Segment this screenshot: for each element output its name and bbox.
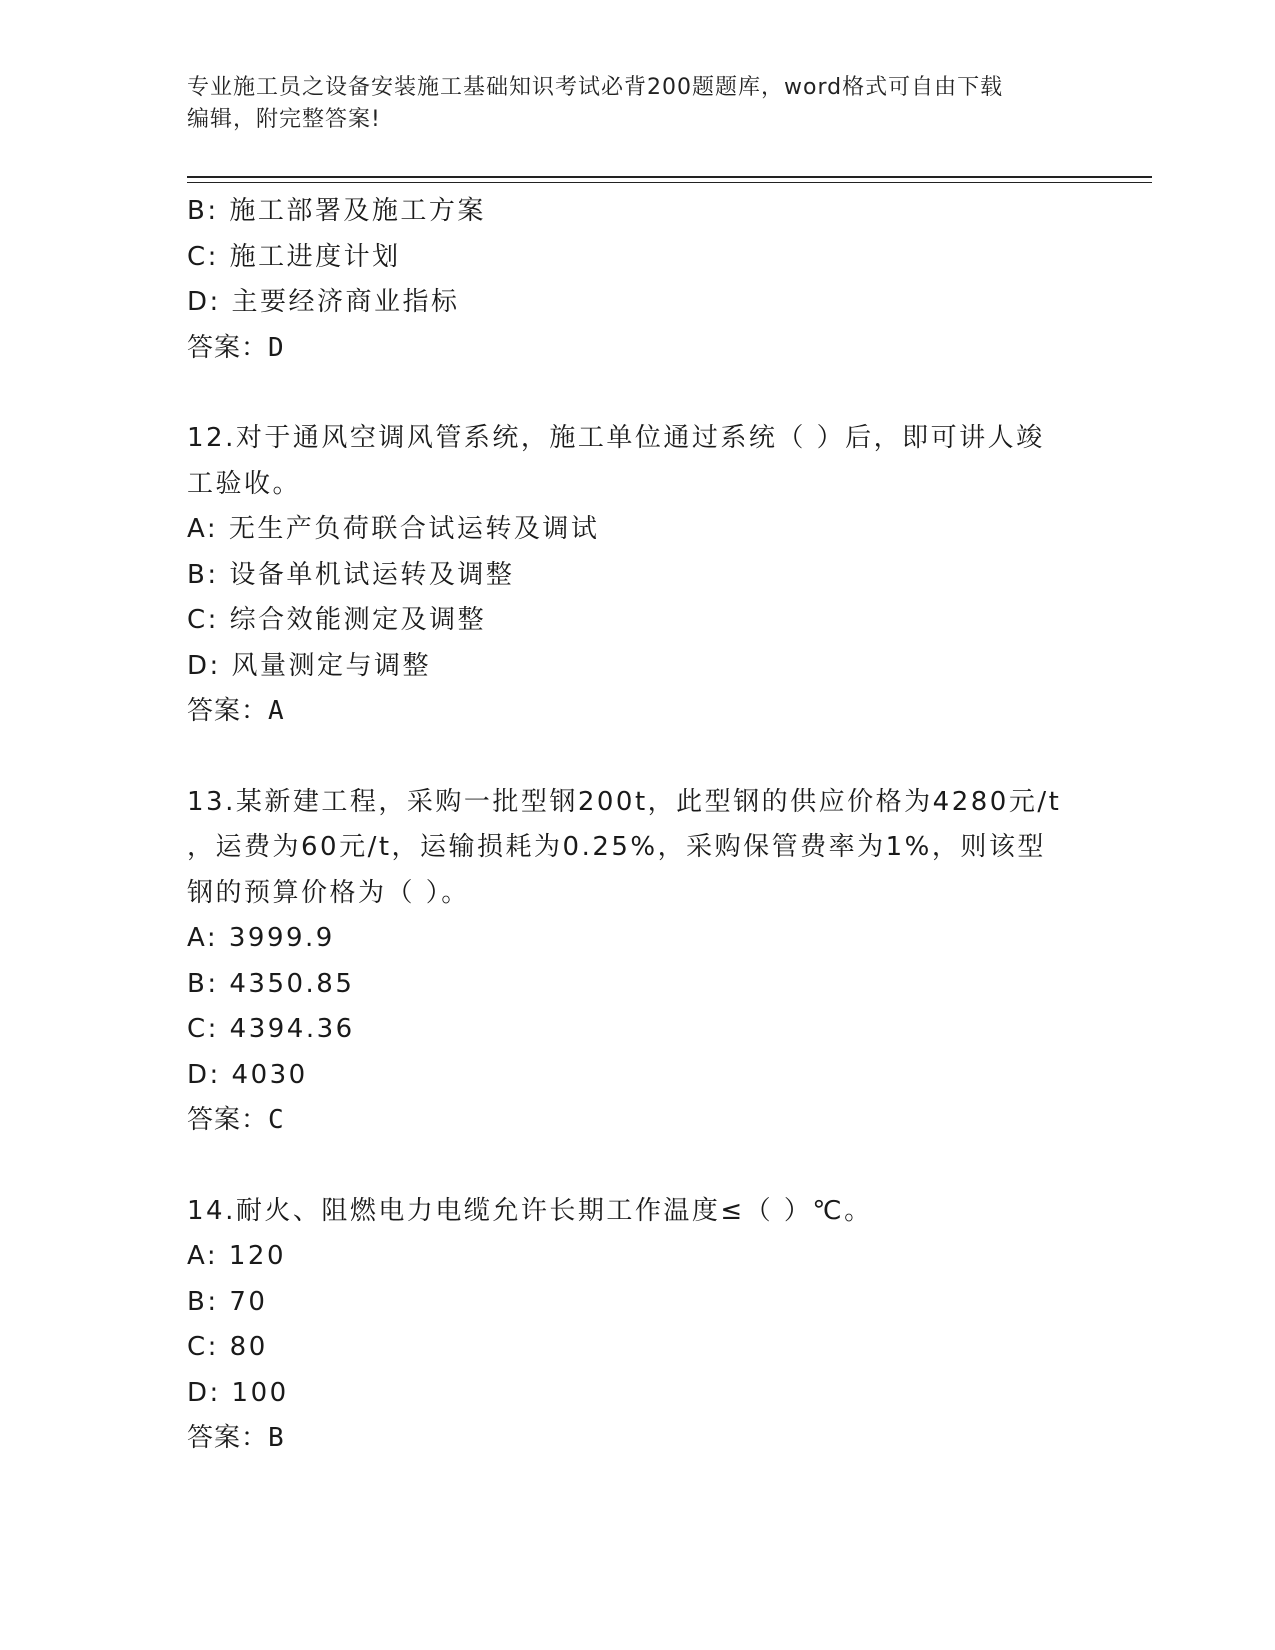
question-11 — [187, 189, 1067, 371]
option-c: C: 综合效能测定及调整 — [187, 605, 487, 635]
question-12 — [187, 416, 1067, 735]
question-gap — [187, 735, 1067, 780]
option-a: A: 120 — [187, 1241, 286, 1271]
option-b: B: 4350.85 — [187, 968, 355, 999]
question-stem-line: 工验收。 — [187, 468, 302, 499]
option-d: D: 风量测定与调整 — [187, 650, 432, 681]
question-gap — [187, 371, 1067, 416]
header-line-1: 专业施工员之设备安装施工基础知识考试必背200题题库，word格式可自由下载 — [187, 75, 1004, 100]
option-a: A: 无生产负荷联合试运转及调试 — [187, 514, 600, 544]
option-d: D: 4030 — [187, 1059, 308, 1090]
question-13 — [187, 780, 1067, 1144]
option-b: B: 施工部署及施工方案 — [187, 196, 486, 226]
answer-value: C — [268, 1105, 285, 1135]
document-header — [187, 72, 1067, 136]
answer-value: B — [268, 1423, 285, 1453]
answer-value: D — [268, 332, 285, 363]
option-b: B: 设备单机试运转及调整 — [187, 559, 515, 590]
option-c: C: 施工进度计划 — [187, 241, 401, 272]
header-divider-thin — [187, 182, 1152, 183]
answer-label: 答案： — [187, 696, 269, 726]
option-d: D: 100 — [187, 1377, 289, 1408]
option-c: C: 80 — [187, 1332, 268, 1362]
option-c: C: 4394.36 — [187, 1014, 355, 1044]
option-a: A: 3999.9 — [187, 923, 335, 953]
answer-line — [187, 1098, 1067, 1144]
answer-label: 答案： — [187, 1105, 269, 1135]
answer-label: 答案： — [187, 1423, 269, 1453]
question-gap — [187, 1144, 1067, 1189]
header-divider-thick — [187, 176, 1152, 178]
answer-value: A — [268, 696, 285, 726]
question-stem-line: 13.某新建工程，采购一批型钢200t，此型钢的供应价格为4280元/t — [187, 786, 1062, 817]
question-stem-line: 12.对于通风空调风管系统，施工单位通过系统（ ）后，即可讲人竣 — [187, 423, 1045, 453]
option-b: B: 70 — [187, 1286, 268, 1317]
question-stem-line: 14.耐火、阻燃电力电缆允许长期工作温度≤（ ）℃。 — [187, 1195, 873, 1226]
option-d: D: 主要经济商业指标 — [187, 287, 460, 317]
header-line-2: 编辑，附完整答案! — [187, 107, 381, 132]
answer-line — [187, 1416, 1067, 1462]
question-list — [187, 189, 1067, 1462]
question-14 — [187, 1189, 1067, 1462]
answer-label: 答案： — [187, 332, 269, 363]
answer-line — [187, 689, 1067, 735]
question-stem-line: 钢的预算价格为（ ）。 — [187, 877, 470, 908]
answer-line — [187, 326, 1067, 372]
question-stem-line: ，运费为60元/t，运输损耗为0.25%，采购保管费率为1%，则该型 — [187, 832, 1046, 862]
